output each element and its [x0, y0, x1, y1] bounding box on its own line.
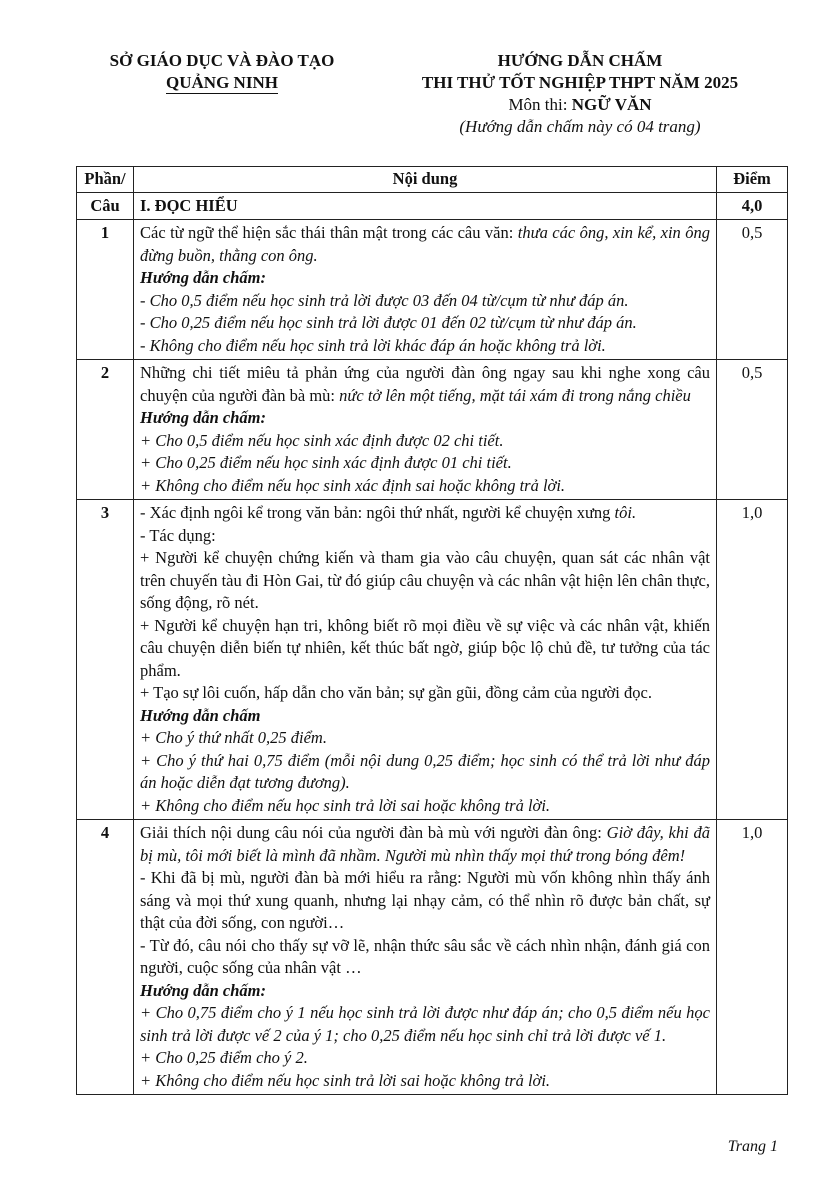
guide-item: + Cho ý thứ hai 0,75 điểm (mỗi nội dung 0,25 điểm; học sinh có thể trả lời như đáp án hoặc diễn đạt tương đương).: [140, 750, 710, 792]
header-left: [72, 50, 372, 94]
question-points: 1,0: [717, 500, 788, 820]
table-row: [77, 220, 788, 360]
question-points: 0,5: [717, 220, 788, 360]
guide-item: + Cho 0,5 điểm nếu học sinh xác định được 02 chi tiết.: [140, 430, 504, 450]
guide-item: - Không cho điểm nếu học sinh trả lời khác đáp án hoặc không trả lời.: [140, 335, 606, 355]
question-number: 2: [77, 360, 134, 500]
table-row: [77, 360, 788, 500]
question-content: [134, 820, 717, 1095]
section-title: I. ĐỌC HIỂU: [134, 192, 717, 220]
guide-item: + Không cho điểm nếu học sinh xác định sai hoặc không trả lời.: [140, 475, 566, 495]
answer-text: Giải thích nội dung câu nói của người đàn bà mù với người đàn ông:: [140, 823, 607, 842]
answer-quote: Giờ đây, khi đã bị mù, tôi mới biết là mình đã nhầm. Người mù nhìn thấy mọi thứ trong bóng đêm!: [140, 823, 710, 865]
question-number: 3: [77, 500, 134, 820]
pages-note: (Hướng dẫn chấm này có 04 trang): [459, 117, 701, 136]
table-header-row: [77, 167, 788, 193]
guide-item: + Cho 0,25 điểm cho ý 2.: [140, 1048, 308, 1067]
question-number: 1: [77, 220, 134, 360]
answer-text: - Xác định ngôi kể trong văn bản: ngôi thứ nhất, người kể chuyện xưng: [140, 503, 615, 522]
answer-text: - Tác dụng:: [140, 525, 216, 545]
subject-line: [380, 94, 780, 116]
province-name: QUẢNG NINH: [166, 73, 278, 92]
answer-text: + Tạo sự lôi cuốn, hấp dẫn cho văn bản; sự gần gũi, đồng cảm của người đọc.: [140, 683, 652, 702]
section-points: 4,0: [717, 192, 788, 220]
question-points: 0,5: [717, 360, 788, 500]
question-points: 1,0: [717, 820, 788, 1095]
header-right: [380, 50, 780, 138]
question-content: [134, 360, 717, 500]
subject-name: NGỮ VĂN: [571, 95, 652, 114]
answer-quote: tôi.: [614, 503, 637, 522]
answer-text: + Người kể chuyện hạn tri, không biết rõ mọi điều về sự việc và các nhân vật, khiến câu chuyện diễn biến tự nhiên, kết thúc bất ngờ, giúp bộc lộ chủ đề, tư tưởng của tác phẩm.: [140, 615, 710, 680]
guide-item: - Cho 0,25 điểm nếu học sinh trả lời được 01 đến 02 từ/cụm từ như đáp án.: [140, 313, 637, 332]
answer-text: - Khi đã bị mù, người đàn bà mới hiểu ra rằng: Người mù vốn không nhìn thấy ánh sáng và mọi thứ xung quanh, nhưng lại nhạy cảm, có thể nhìn rõ được bản chất, sự thật của đời sống, con người…: [140, 868, 710, 932]
guide-item: + Cho 0,25 điểm nếu học sinh xác định được 01 chi tiết.: [140, 453, 512, 472]
guide-heading: Hướng dẫn chấm: [140, 705, 261, 725]
col-header-part-2: Câu: [77, 192, 134, 220]
question-number: 4: [77, 820, 134, 1095]
guide-heading: Hướng dẫn chấm:: [140, 408, 267, 427]
guide-item: + Cho 0,75 điểm cho ý 1 nếu học sinh trả lời được như đáp án; cho 0,5 điểm nếu học sinh trả lời được vế 2 của ý 1; cho 0,25 điểm nếu học sinh chỉ trả lời được vế 1.: [140, 1003, 710, 1045]
answer-text: Các từ ngữ thể hiện sắc thái thân mật trong các câu văn:: [140, 223, 518, 242]
answer-quote: thưa các ông, xin kể, xin ông đừng buồn, thằng con ông.: [140, 223, 710, 265]
col-header-content: Nội dung: [134, 167, 717, 193]
page-number: Trang 1: [727, 1138, 778, 1155]
guide-heading: Hướng dẫn chấm:: [140, 268, 267, 287]
subject-label: Môn thi:: [508, 95, 572, 114]
guide-heading: Hướng dẫn chấm:: [140, 980, 267, 1000]
guide-item: - Cho 0,5 điểm nếu học sinh trả lời được 03 đến 04 từ/cụm từ như đáp án.: [140, 290, 629, 310]
col-header-points: Điểm: [717, 167, 788, 193]
question-content: [134, 500, 717, 820]
section-row: [77, 192, 788, 220]
table-row: [77, 820, 788, 1095]
col-header-part: Phần/: [77, 167, 134, 193]
answer-text: + Người kể chuyện chứng kiến và tham gia vào câu chuyện, quan sát các nhân vật trên chuyến tàu đi Hòn Gai, từ đó giúp câu chuyện và các nhân vật hiện lên chân thực, sống động, rõ nét.: [140, 548, 710, 612]
grading-table: [76, 166, 788, 1095]
answer-quote: nức tở lên một tiếng, mặt tái xám đi trong nắng chiều: [339, 385, 691, 405]
question-content: [134, 220, 717, 360]
table-row: [77, 500, 788, 820]
department-name: SỞ GIÁO DỤC VÀ ĐÀO TẠO: [109, 51, 335, 70]
guide-item: + Không cho điểm nếu học sinh trả lời sai hoặc không trả lời.: [140, 1070, 551, 1090]
document-title: HƯỚNG DẪN CHẤM: [497, 51, 663, 70]
exam-name: THI THỬ TỐT NGHIỆP THPT NĂM 2025: [421, 73, 739, 92]
guide-item: + Cho ý thứ nhất 0,25 điểm.: [140, 728, 327, 747]
guide-item: + Không cho điểm nếu học sinh trả lời sai hoặc không trả lời.: [140, 795, 551, 815]
answer-text: - Từ đó, câu nói cho thấy sự vỡ lẽ, nhận thức sâu sắc về cách nhìn nhận, đánh giá con người, cuộc sống của nhân vật …: [140, 935, 710, 977]
answer-text: Những chi tiết miêu tả phản ứng của người đàn ông ngay sau khi nghe xong câu chuyện của người đàn bà mù:: [140, 363, 710, 405]
